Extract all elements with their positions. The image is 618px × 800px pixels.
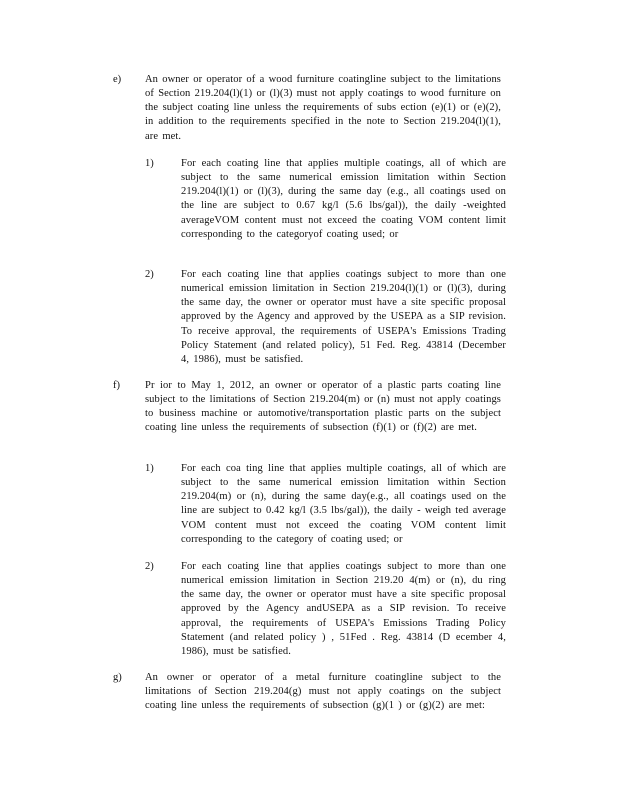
item-text-e: An owner or operator of a wood furniture coatingline subject to the limitations of Section 219.204(l)(1) or (l)(3) must not apply coatings to wood furniture on the subject coating line unless the requirements of subs ection (e)(1) or (e)(2), in addition to the requirements specified in the note to Section 219.204(l)(1), are met. (145, 74, 501, 142)
subitem-text-e1: For each coating line that applies multiple coatings, all of which are subject to the same numerical emission limitation within Section 219.204(l)(1) or (l)(3), during the same day (e.g., all coatings used on the line are subject to 0.67 kg/l (5.6 lbs/gal)), the daily -weighted averageVOM content must not exceed the coating VOM content limit corresponding to the categoryof coating used; or (181, 158, 506, 240)
item-marker-f: f) (113, 380, 120, 391)
subitem-marker-f2: 2) (145, 561, 154, 572)
subitem-text-e2: For each coating line that applies coatings subject to more than one numerical emission limitation in Section 219.204(l)(1) or (l)(3), during the same day, the owner or operator must have a site specific proposal approved by the Agency and approved by the USEPA as a SIP revision. To receive approval, the requirements of USEPA's Emissions Trading Policy Statement (and related policy), 51 Fed. Reg. 43814 (December 4, 1986), must be satisfied. (181, 269, 506, 365)
subitem-marker-f1: 1) (145, 463, 154, 474)
subitem-text-f2: For each coating line that applies coatings subject to more than one numerical emission limitation in Section 219.20 4(m) or (n), du ring the same day, the owner or operator must have a site specific proposal approved by the Agency andUSEPA as a SIP revision. To receive approval, the requirements of USEPA's Emissions Trading Policy Statement (and related policy ) , 51Fed . Reg. 43814 (D ecember 4, 1986), must be satisfied. (181, 561, 506, 657)
item-text-f: Pr ior to May 1, 2012, an owner or operator of a plastic parts coating line subject to the limitations of Section 219.204(m) or (n) must not apply coatings to business machine or automotive/transportation plastic parts on the subject coating line unless the requirements of subsection (f)(1) or (f)(2) are met. (145, 380, 501, 434)
item-marker-e: e) (113, 74, 122, 85)
subitem-marker-e1: 1) (145, 158, 154, 169)
item-text-g: An owner or operator of a metal furniture coatingline subject to the limitations of Section 219.204(g) must not apply coatings on the subject coating line unless the requirements of subsection (g)(1 ) or (g)(2) are met: (145, 672, 501, 712)
subitem-text-f1: For each coa ting line that applies multiple coatings, all of which are subject to the same numerical emission limitation within Section 219.204(m) or (n), during the same day(e.g., all coatings used on the line are subject to 0.42 kg/l (3.5 lbs/gal)), the daily - weigh ted average VOM content must not exceed the coating VOM content limit corresponding to the category of coating used; or (181, 463, 506, 545)
subitem-marker-e2: 2) (145, 269, 154, 280)
item-marker-g: g) (113, 672, 122, 683)
